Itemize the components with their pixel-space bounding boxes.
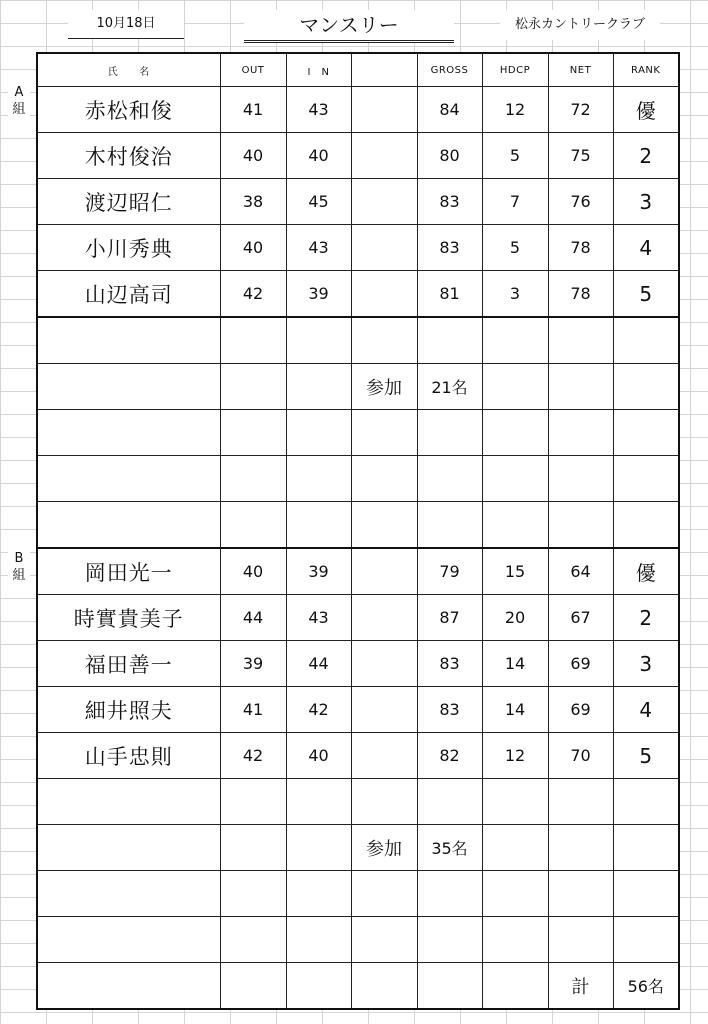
out-score: 44 (220, 595, 286, 641)
table-row (37, 133, 679, 179)
net-score: 69 (548, 687, 613, 733)
blank-cell (351, 595, 417, 641)
player-name: 木村俊治 (37, 133, 220, 179)
gross-score: 80 (417, 133, 482, 179)
table-row (37, 595, 679, 641)
out-score: 40 (220, 225, 286, 271)
gross-score: 87 (417, 595, 482, 641)
in-score: 43 (286, 225, 351, 271)
out-score: 41 (220, 687, 286, 733)
empty-row (37, 317, 679, 364)
empty-row (37, 456, 679, 502)
gross-score: 83 (417, 225, 482, 271)
in-score: 45 (286, 179, 351, 225)
empty-row (37, 779, 679, 825)
hdcp-value: 15 (482, 548, 548, 595)
rank-value: 優 (613, 87, 679, 133)
player-name: 赤松和俊 (37, 87, 220, 133)
player-name: 時實貴美子 (37, 595, 220, 641)
in-score: 43 (286, 595, 351, 641)
net-score: 69 (548, 641, 613, 687)
empty-row (37, 871, 679, 917)
net-score: 76 (548, 179, 613, 225)
player-name: 細井照夫 (37, 687, 220, 733)
rank-value: 3 (613, 179, 679, 225)
hdcp-value: 14 (482, 687, 548, 733)
rank-value: 2 (613, 133, 679, 179)
participation-row (37, 825, 679, 871)
in-score: 39 (286, 548, 351, 595)
gross-score: 81 (417, 271, 482, 318)
rank-value: 5 (613, 733, 679, 779)
rank-value: 2 (613, 595, 679, 641)
blank-cell (351, 687, 417, 733)
col-name: 氏 名 (37, 53, 220, 87)
player-name: 山辺高司 (37, 271, 220, 318)
participation-count: 35名 (417, 825, 482, 871)
group-a-label (8, 84, 30, 118)
gross-score: 84 (417, 87, 482, 133)
col-in: I N (286, 53, 351, 87)
in-score: 39 (286, 271, 351, 318)
hdcp-value: 7 (482, 179, 548, 225)
player-name: 岡田光一 (37, 548, 220, 595)
net-score: 75 (548, 133, 613, 179)
out-score: 39 (220, 641, 286, 687)
in-score: 40 (286, 133, 351, 179)
hdcp-value: 14 (482, 641, 548, 687)
out-score: 40 (220, 548, 286, 595)
net-score: 70 (548, 733, 613, 779)
total-label: 計 (548, 963, 613, 1010)
col-out: OUT (220, 53, 286, 87)
rank-value: 4 (613, 687, 679, 733)
hdcp-value: 5 (482, 225, 548, 271)
blank-cell (351, 733, 417, 779)
page-title: マンスリー (244, 10, 454, 43)
hdcp-value: 5 (482, 133, 548, 179)
hdcp-value: 20 (482, 595, 548, 641)
group-a-letter: A (14, 85, 24, 100)
net-score: 78 (548, 271, 613, 318)
col-net: NET (548, 53, 613, 87)
gross-score: 79 (417, 548, 482, 595)
gross-score: 83 (417, 179, 482, 225)
rank-value: 3 (613, 641, 679, 687)
table-row (37, 733, 679, 779)
participation-label: 参加 (351, 364, 417, 410)
player-name: 渡辺昭仁 (37, 179, 220, 225)
blank-cell (351, 225, 417, 271)
player-name: 福田善一 (37, 641, 220, 687)
group-b-kumi: 組 (12, 568, 26, 583)
total-count: 56名 (613, 963, 679, 1010)
blank-cell (351, 179, 417, 225)
hdcp-value: 3 (482, 271, 548, 318)
empty-row (37, 502, 679, 549)
rank-value: 4 (613, 225, 679, 271)
empty-row (37, 410, 679, 456)
hdcp-value: 12 (482, 733, 548, 779)
gross-score: 82 (417, 733, 482, 779)
empty-row (37, 917, 679, 963)
table-row (37, 548, 679, 595)
out-score: 42 (220, 733, 286, 779)
participation-count: 21名 (417, 364, 482, 410)
in-score: 44 (286, 641, 351, 687)
out-score: 41 (220, 87, 286, 133)
blank-cell (351, 641, 417, 687)
player-name: 小川秀典 (37, 225, 220, 271)
blank-cell (351, 271, 417, 318)
participation-label: 参加 (351, 825, 417, 871)
group-a-kumi: 組 (12, 102, 26, 117)
blank-cell (351, 548, 417, 595)
table-row (37, 271, 679, 318)
total-row (37, 963, 679, 1010)
header-row (37, 53, 679, 87)
net-score: 72 (548, 87, 613, 133)
date-label: 10月18日 (68, 10, 184, 39)
group-b-letter: B (14, 551, 24, 566)
net-score: 67 (548, 595, 613, 641)
blank-cell (351, 133, 417, 179)
col-gross: GROSS (417, 53, 482, 87)
in-score: 40 (286, 733, 351, 779)
rank-value: 優 (613, 548, 679, 595)
table-row (37, 641, 679, 687)
hdcp-value: 12 (482, 87, 548, 133)
net-score: 78 (548, 225, 613, 271)
in-score: 43 (286, 87, 351, 133)
col-blank (351, 53, 417, 87)
participation-row (37, 364, 679, 410)
blank-cell (351, 87, 417, 133)
out-score: 38 (220, 179, 286, 225)
table-row (37, 87, 679, 133)
out-score: 40 (220, 133, 286, 179)
gross-score: 83 (417, 641, 482, 687)
table-row (37, 179, 679, 225)
player-name: 山手忠則 (37, 733, 220, 779)
col-rank: RANK (613, 53, 679, 87)
group-b-label (8, 550, 30, 584)
rank-value: 5 (613, 271, 679, 318)
in-score: 42 (286, 687, 351, 733)
results-table (36, 52, 680, 1010)
net-score: 64 (548, 548, 613, 595)
gross-score: 83 (417, 687, 482, 733)
club-name: 松永カントリークラブ (500, 10, 660, 40)
table-row (37, 687, 679, 733)
col-hdcp: HDCP (482, 53, 548, 87)
out-score: 42 (220, 271, 286, 318)
table-row (37, 225, 679, 271)
